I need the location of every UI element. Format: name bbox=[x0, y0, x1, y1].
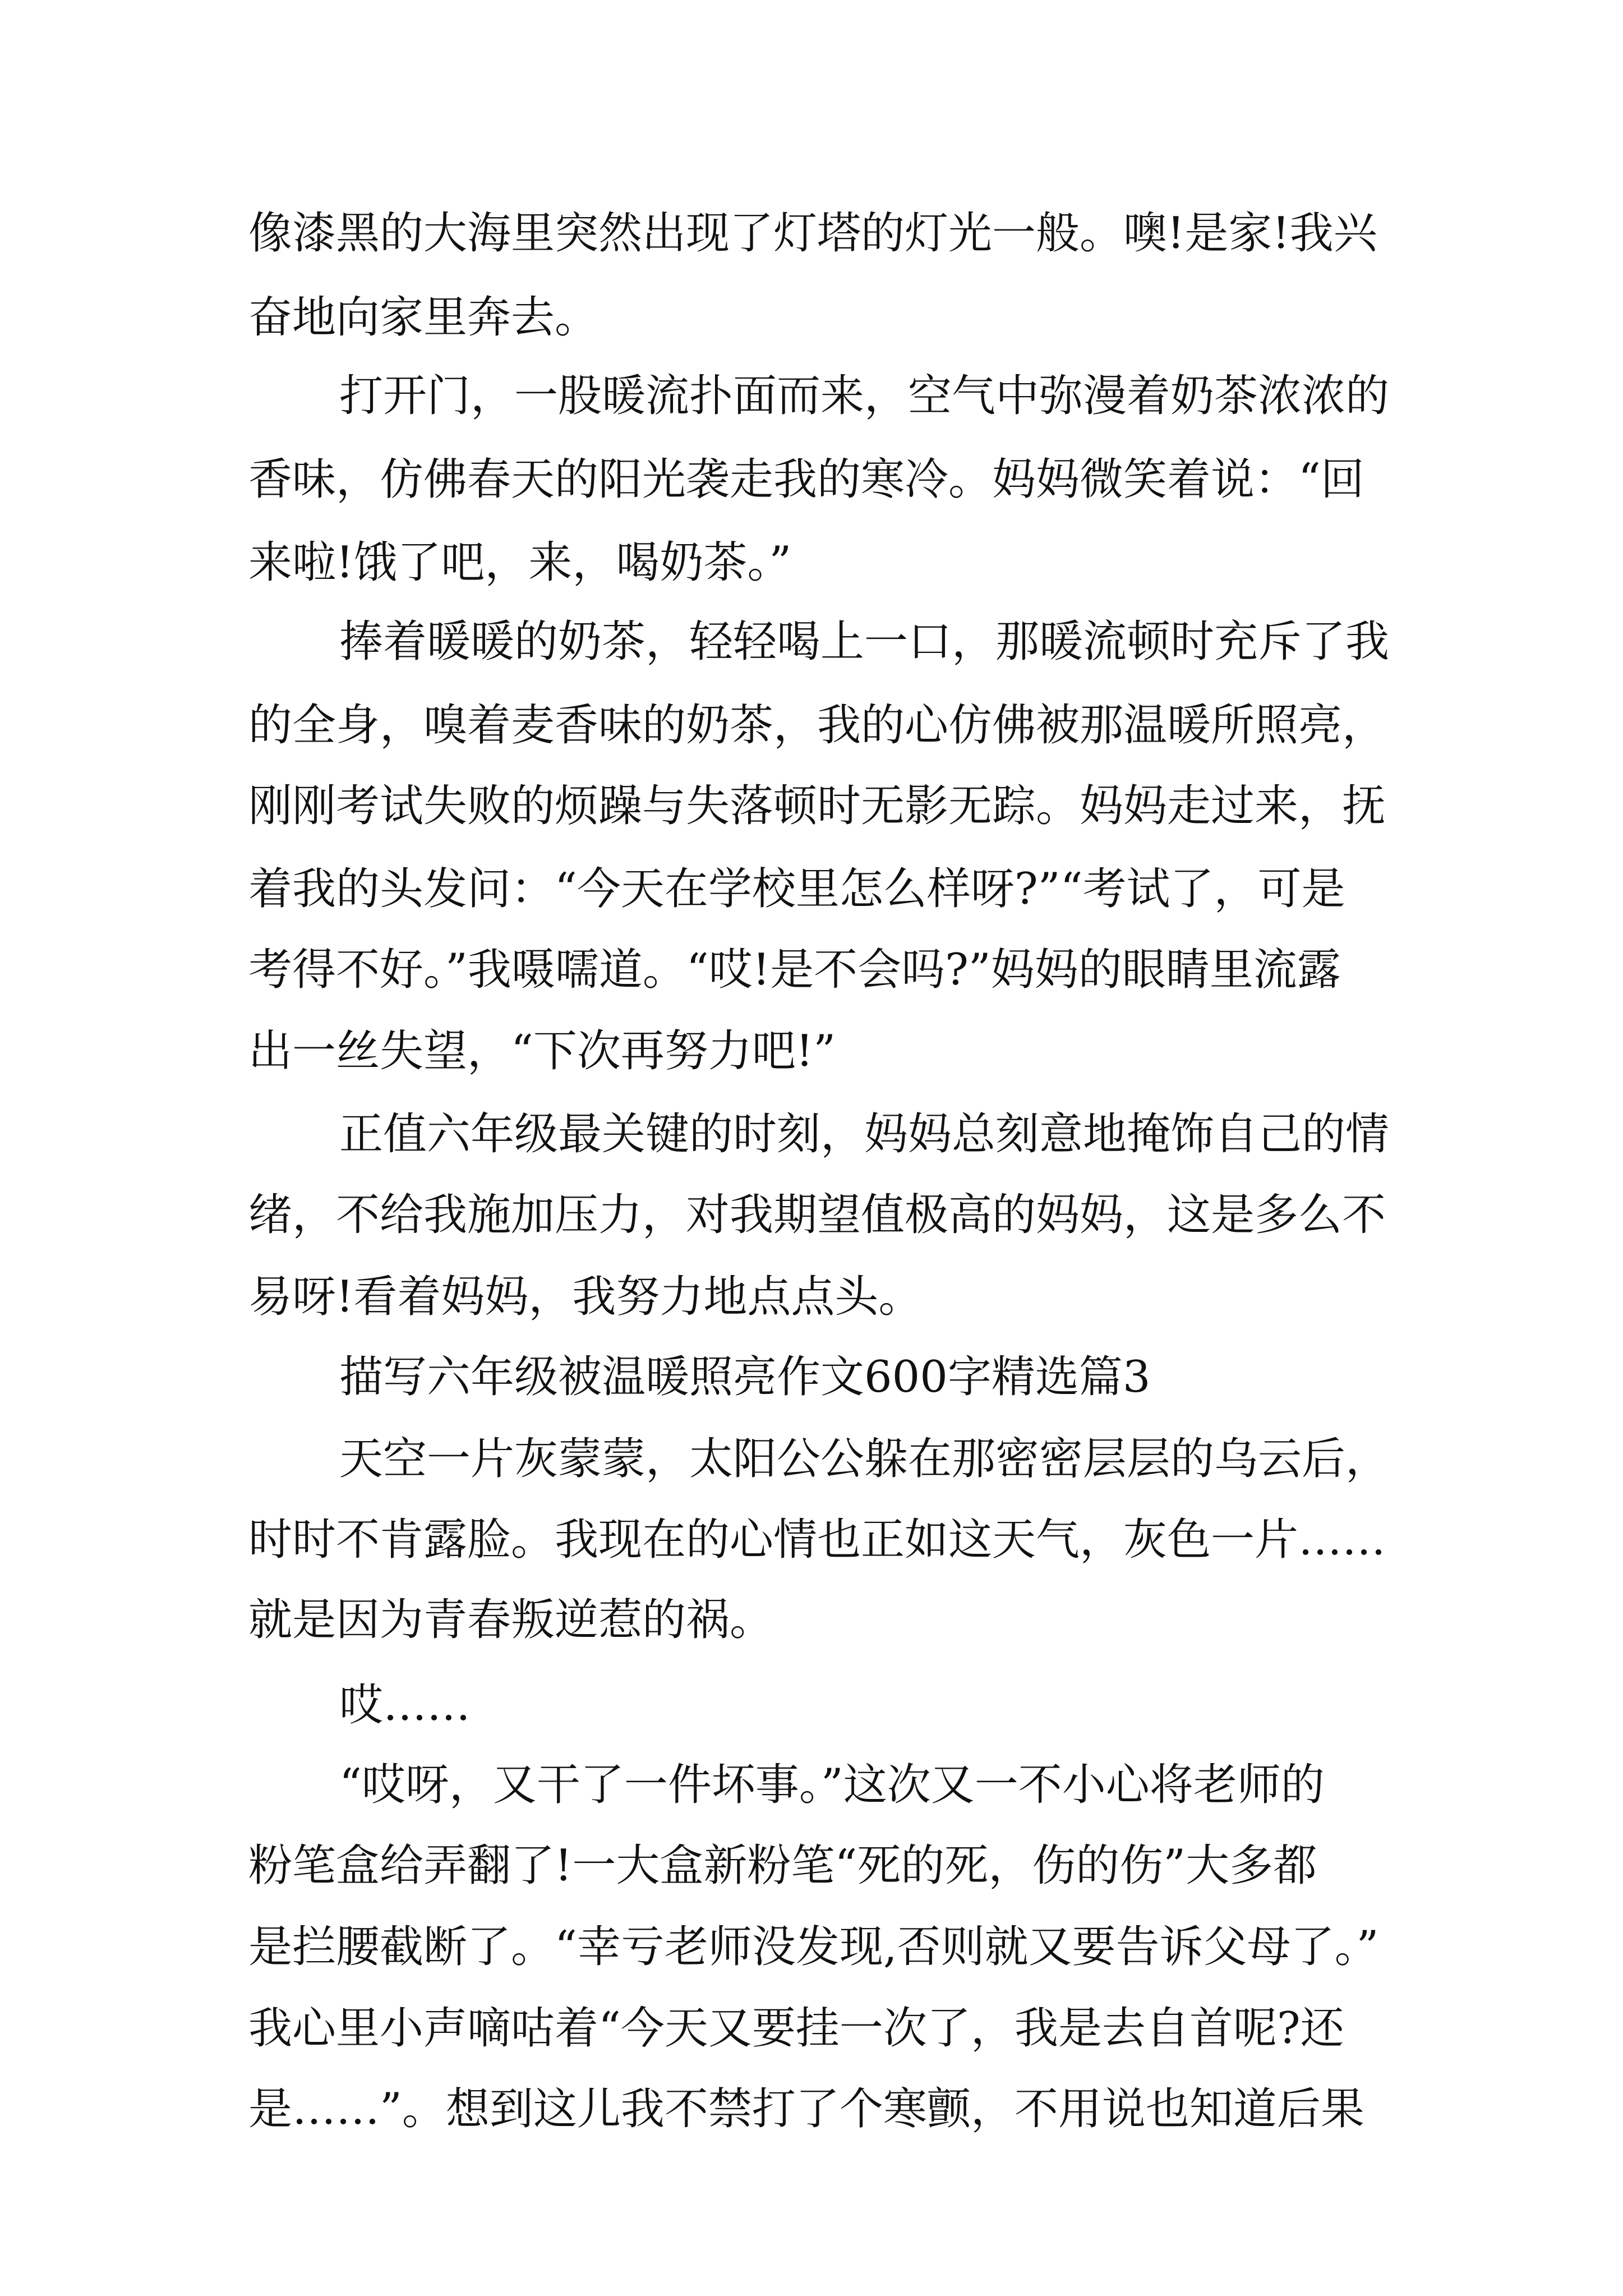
text-line bbox=[0, 284, 1623, 351]
text-line bbox=[0, 1672, 1623, 1739]
text-line-content: 就是因为青春叛逆惹的祸。 bbox=[248, 1595, 774, 1645]
text-line bbox=[0, 1181, 1623, 1249]
text-line bbox=[0, 1101, 1623, 1168]
text-line bbox=[0, 692, 1623, 759]
text-line-content: 是……”。想到这儿我不禁打了个寒颤，不用说也知道后果 bbox=[248, 2084, 1364, 2134]
text-line-content: 来啦!饿了吧，来，喝奶茶。” bbox=[248, 537, 792, 588]
text-line-content: 着我的头发问：“今天在学校里怎么样呀?”“考试了，可是 bbox=[248, 864, 1345, 914]
text-line-content: 时时不肯露脸。我现在的心情也正如这天气，灰色一片…… bbox=[248, 1515, 1386, 1565]
text-line bbox=[0, 855, 1623, 923]
text-line bbox=[0, 1913, 1623, 1981]
text-line bbox=[0, 1425, 1623, 1493]
text-line bbox=[0, 362, 1623, 430]
text-line bbox=[0, 1751, 1623, 1819]
text-line bbox=[0, 1018, 1623, 1085]
text-line bbox=[0, 1832, 1623, 1899]
text-line-content: 绪，不给我施加压力，对我期望值极高的妈妈，这是多么不 bbox=[248, 1190, 1386, 1240]
text-line-content: 奋地向家里奔去。 bbox=[248, 292, 599, 343]
text-line bbox=[0, 529, 1623, 596]
text-line-content: 正值六年级最关键的时刻，妈妈总刻意地掩饰自己的情 bbox=[339, 1109, 1390, 1159]
text-line-content: 像漆黑的大海里突然出现了灯塔的灯光一般。噢!是家!我兴 bbox=[248, 208, 1377, 259]
text-line bbox=[0, 1995, 1623, 2062]
text-line-content: 我心里小声嘀咕着“今天又要挂一次了，我是去自首呢?还 bbox=[248, 2003, 1344, 2054]
text-line-content: 香味，仿佛春天的阳光袭走我的寒冷。妈妈微笑着说：“回 bbox=[248, 454, 1364, 505]
text-line-content: 捧着暖暖的奶茶，轻轻喝上一口，那暖流顿时充斥了我 bbox=[339, 616, 1390, 667]
text-line bbox=[0, 608, 1623, 675]
text-line-content: 打开门，一股暖流扑面而来，空气中弥漫着奶茶浓浓的 bbox=[339, 371, 1390, 421]
text-line-content: 是拦腰截断了。“幸亏老师没发现,否则就又要告诉父母了。” bbox=[248, 1922, 1379, 1972]
text-line-content: 粉笔盒给弄翻了!一大盒新粉笔“死的死，伤的伤”大多都 bbox=[248, 1841, 1317, 1891]
text-line-content: 出一丝失望，“下次再努力吧!” bbox=[248, 1026, 836, 1076]
text-line bbox=[0, 446, 1623, 513]
text-line-content: 刚刚考试失败的烦躁与失落顿时无影无踪。妈妈走过来，抚 bbox=[248, 781, 1386, 831]
section-heading-text: 描写六年级被温暖照亮作文600字精选篇3 bbox=[339, 1352, 1151, 1402]
text-line-content: 的全身，嗅着麦香味的奶茶，我的心仿佛被那温暖所照亮， bbox=[248, 700, 1386, 751]
text-line-content: 考得不好。”我嗫嚅道。“哎!是不会吗?”妈妈的眼睛里流露 bbox=[248, 945, 1341, 995]
text-line bbox=[0, 772, 1623, 840]
text-line bbox=[0, 200, 1623, 267]
text-line bbox=[0, 936, 1623, 1004]
text-line bbox=[0, 2076, 1623, 2143]
text-line bbox=[0, 1263, 1623, 1331]
text-line bbox=[0, 1506, 1623, 1573]
text-line-content: “哎呀，又干了一件坏事。”这次又一不小心将老师的 bbox=[339, 1760, 1325, 1810]
text-line bbox=[0, 1586, 1623, 1654]
section-heading bbox=[0, 1343, 1623, 1411]
text-line-content: 天空一片灰蒙蒙，太阳公公躲在那密密层层的乌云后， bbox=[339, 1434, 1390, 1484]
text-line-content: 易呀!看着妈妈，我努力地点点头。 bbox=[248, 1272, 923, 1322]
text-line-content: 哎…… bbox=[339, 1680, 471, 1731]
